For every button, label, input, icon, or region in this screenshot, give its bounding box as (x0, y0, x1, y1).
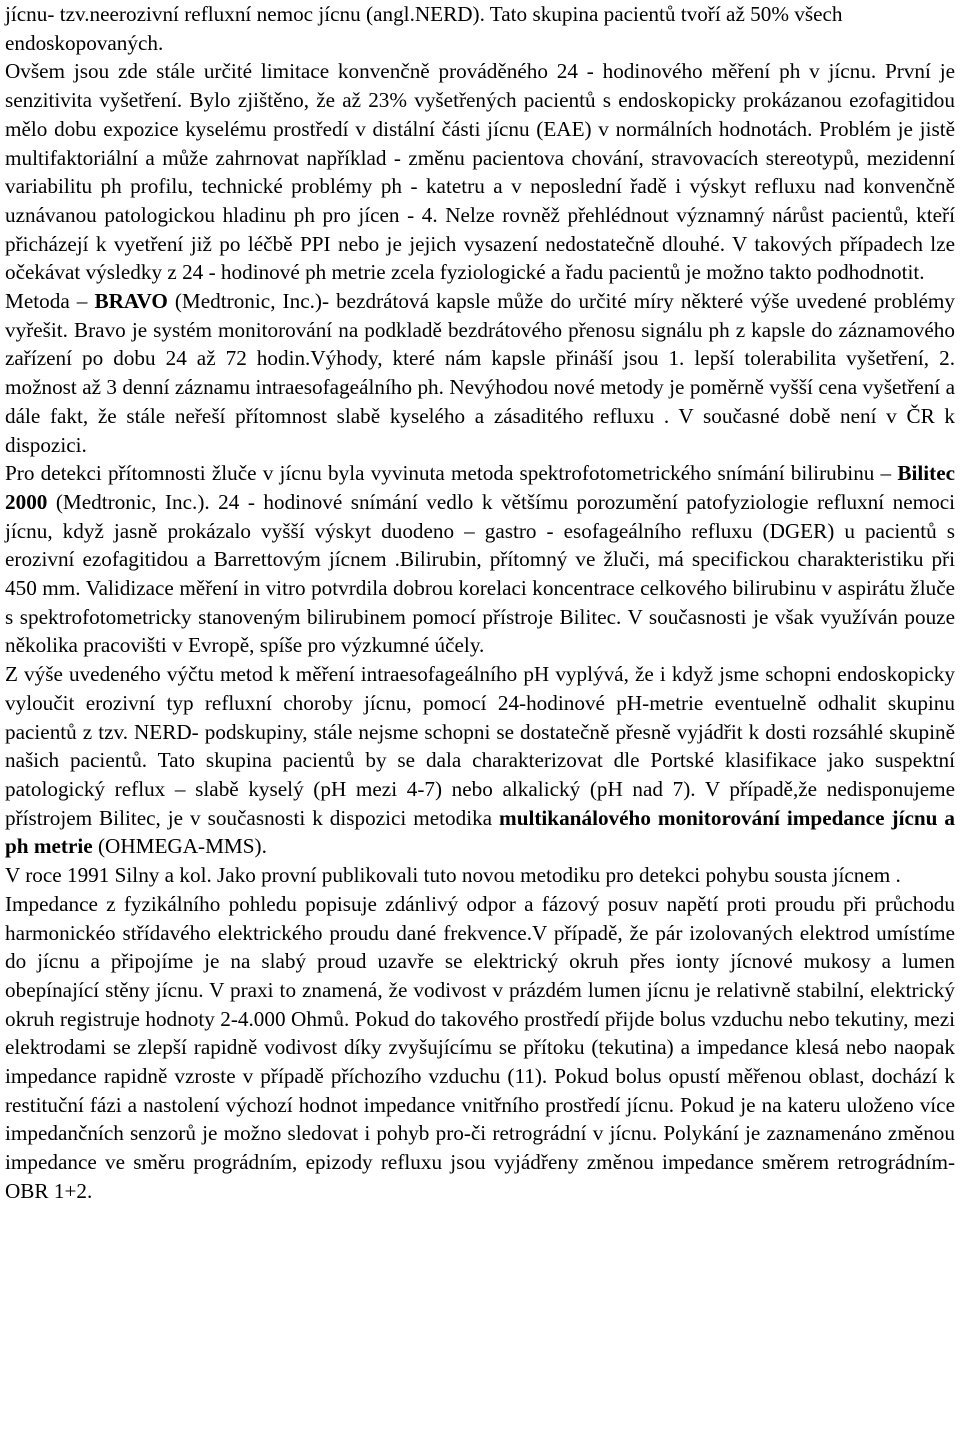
paragraph (5, 57, 955, 287)
paragraph (5, 0, 955, 57)
paragraph (5, 660, 955, 861)
text-run: (Medtronic, Inc.)- bezdrátová kapsle může do určité míry některé výše uvedené problémy vyřešit. Bravo je systém monitorování na podkladě bezdrátového přenosu signálu ph z kapsle do záznamového zařízení po dobu 24 až 72 hodin.Výhody, které nám kapsle přináší jsou 1. lepší tolerabilita vyšetření, 2. možnost až 3 denní záznamu intraesofageálního ph. Nevýhodou nové metody je poměrně vyšší cena vyšetření a dále fakt, že stále neřeší přítomnost slabě kyselého a zásaditého refluxu . V současné době není v ČR k dispozici. (5, 289, 955, 457)
text-run: (OHMEGA-MMS). (92, 834, 267, 859)
text-run: Impedance z fyzikálního pohledu popisuje zdánlivý odpor a fázový posuv napětí proti proudu při průchodu harmonickéo střídavého elektrického proudu dané frekvence.V případě, že pár izolovaných elektrod umístíme do jícnu a připojíme je na slabý proud uzavře se elektrický okruh přes ionty jícnové mukosy a lumen obepínající stěny jícnu. V praxi to znamená, že vodivost v prázdém lumen jícnu je relativně stabilní, elektrický okruh registruje hodnoty 2-4.000 Ohmů. Pokud do takového prostředí přijde bolus vzduchu nebo tekutiny, mezi elektrodami se zlepší rapidně vodivost díky zvyšujícímu se přítoku (tekutina) a impedance klesá nebo naopak impedance rapidně vzroste v případě příchozího vzduchu (11). Pokud bolus opustí měřenou oblast, dochází k restituční fázi a nastolení výchozí hodnot impedance vnitřního prostředí jícnu. Pokud je na kateru uloženo více impedančních senzorů je možno sledovat i pohyb pro-či retrográdní v jícnu. Polykání je zaznamenáno změnou impedance ve směru prográdním, epizody refluxu jsou vyjádřeny změnou impedance směrem retrográdním- OBR 1+2. (5, 891, 955, 1203)
paragraph (5, 890, 955, 1206)
text-run: Ovšem jsou zde stále určité limitace konvenčně prováděného 24 - hodinového měření ph v jícnu. První je senzitivita vyšetření. Bylo zjištěno, že až 23% vyšetřených pacientů s endoskopicky prokázanou ezofagitidou mělo dobu expozice kyselému prostředí v distální části jícnu (EAE) v normálních hodnotách. Problém je jistě multifaktoriální a může zahrnovat například - změnu pacientova chování, stravovacích stereotypů, mezidenní variabilitu ph profilu, technické problémy ph - katetru a v neposlední řadě i výskyt refluxu nad konvenčně uznávanou patologickou hladinu ph pro jícen - 4. Nelze rovněž přehlédnout významný nárůst pacientů, kteří přicházejí k vyetření již po léčbě PPI nebo je jejich vysazení nedostatečně dlouhé. V takových případech lze očekávat výsledky z 24 - hodinové ph metrie zcela fyziologické a řadu pacientů je možno takto podhodnotit. (5, 59, 955, 285)
bold-term: multikanálového monitorování impedance jícnu a ph metrie (5, 805, 955, 859)
text-run: (Medtronic, Inc.). 24 - hodinové snímání vedlo k většímu porozumění patofyziologie refluxní nemoci jícnu, když jasně prokázalo vyšší výskyt duodeno – gastro - esofageálního refluxu (DGER) u pacientů s erozivní ezofagitidou a Barrettovým jícnem .Bilirubin, přítomný ve žluči, má specifickou charakteristiku při 450 mm. Validizace měření in vitro potvrdila dobrou korelaci koncentrace celkového bilirubinu v aspirátu žluče s spektrofotometricky stanoveným bilirubinem pomocí přístroje Bilitec. V současnosti je však využíván pouze několika pracovišti v Evropě, spíše pro výzkumné účely. (5, 489, 955, 658)
bold-term: Bilitec 2000 (5, 461, 955, 514)
text-run: Metoda – (5, 289, 95, 314)
text-run: V roce 1991 Silny a kol. Jako provní publikovali tuto novou metodiku pro detekci pohybu sousta jícnem . (5, 863, 901, 888)
text-run: Z výše uvedeného výčtu metod k měření intraesofageálního pH vyplývá, že i když jsme schopni endoskopicky vyloučit erozivní typ refluxní choroby jícnu, pomocí 24-hodinové pH-metrie eventuelně odhalit skupinu pacientů z tzv. NERD- podskupiny, stále nejsme schopni se dostatečně přesně vyjádřit k dosti rozsáhlé skupině našich pacientů. Tato skupina pacientů by se dala charakterizovat dle Portské klasifikace jako suspektní patologický reflux – slabě kyselý (pH mezi 4-7) nebo alkalický (pH nad 7). V případě,že nedisponujeme přístrojem Bilitec, je v současnosti k dispozici metodika (5, 662, 955, 830)
bold-term: BRAVO (94, 289, 168, 314)
paragraph (5, 861, 955, 890)
paragraph (5, 287, 955, 459)
text-run: jícnu- tzv.neerozivní refluxní nemoc jícnu (angl.NERD). Tato skupina pacientů tvoří až 50% všech endoskopovaných. (5, 2, 843, 55)
document-body (5, 0, 955, 1206)
text-run: Pro detekci přítomnosti žluče v jícnu byla vyvinuta metoda spektrofotometrického snímání bilirubinu – (5, 461, 898, 486)
paragraph (5, 459, 955, 660)
